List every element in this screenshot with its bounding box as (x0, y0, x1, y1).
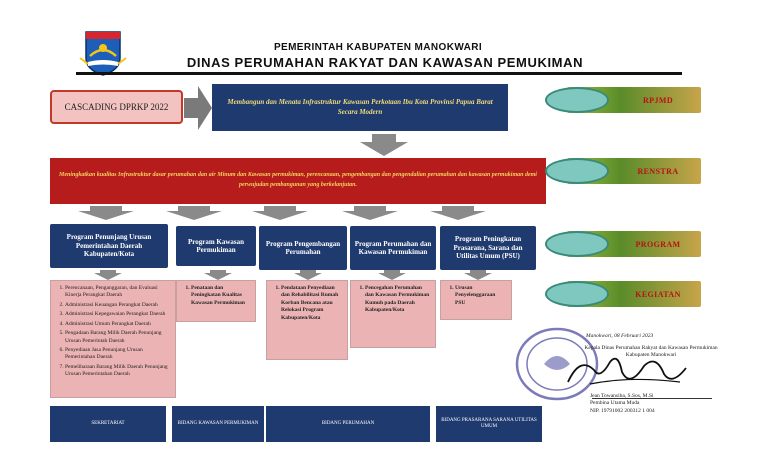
header-line-2: DINAS PERUMAHAN RAKYAT DAN KAWASAN PEMUKIMAN (186, 55, 584, 70)
label-renstra: RENSTRA (545, 158, 701, 184)
signature-date: Manokwari, 08 Februari 2023 (586, 333, 654, 339)
unit-sekretariat: SEKRETARIAT (50, 406, 166, 442)
kegiatan-item: 6. Penyediaan Jasa Penunjang Urusan Pemerintahan Daerah (65, 347, 171, 362)
kegiatan-item: 7. Pemeliharaan Barang Milik Daerah Penunjang Urusan Pemerintahan Daerah (65, 364, 171, 379)
manokwari-logo (78, 30, 128, 76)
cascading-label: CASCADING DPRKP 2022 (50, 90, 183, 124)
unit-psu: BIDANG PRASARANA SARANA UTILITAS UMUM (436, 406, 542, 442)
kegiatan-psu (440, 280, 512, 320)
signature-title-line2: Kabupaten Manokwari (625, 352, 677, 359)
visi-box: Membangun dan Menata Infrastruktur Kawasan Perkotaan Ibu Kota Provinsi Papua Barat Secara Modern (212, 84, 508, 131)
kegiatan-pengembangan (266, 280, 348, 360)
signature-title-line1: Kepala Dinas Perumahan Rakyat dan Kawasan Permukiman (584, 345, 718, 351)
header-divider (76, 72, 682, 75)
kegiatan-item: 1. Urusan Penyelenggaraan PSU (455, 285, 507, 307)
arrow-down-icon (360, 134, 408, 156)
program-pengembangan: Program Pengembangan Perumahan (259, 226, 347, 270)
signature-rank: Pembina Utama Muda (590, 400, 640, 407)
kegiatan-item: 1. Penataan dan Peningkatan Kualitas Kawasan Permukiman (191, 285, 251, 307)
program-kawasan: Program Kawasan Permukiman (176, 226, 256, 266)
signature-title (556, 345, 746, 359)
label-kegiatan: KEGIATAN (545, 281, 701, 307)
program-perumahan: Program Perumahan dan Kawasan Permukiman (350, 226, 436, 270)
kegiatan-perumahan (350, 280, 436, 348)
kegiatan-item: 1. Perencanaan, Penganggaran, dan Evaluasi Kinerja Perangkat Daerah (65, 285, 171, 300)
kegiatan-sekretariat (50, 280, 176, 398)
label-program: PROGRAM (545, 231, 701, 257)
unit-perumahan: BIDANG PERUMAHAN (266, 406, 430, 442)
kegiatan-item: 5. Pengadaan Barang Milik Daerah Penunjang Urusan Pemerintah Daerah (65, 330, 171, 345)
unit-kawasan: BIDANG KAWASAN PERMUKIMAN (172, 406, 264, 442)
kegiatan-item: 3. Administrasi Kepegawaian Perangkat Daerah (65, 311, 171, 318)
signature-name: Jean Towansiba, S.Sos, M.Si (590, 393, 654, 399)
label-rpjmd: RPJMD (545, 87, 701, 113)
kegiatan-kawasan (176, 280, 256, 322)
kegiatan-item: 2. Administrasi Keuangan Perangkat Daerah (65, 302, 171, 309)
signature-name-block (590, 393, 740, 415)
program-arrows (50, 206, 546, 220)
kegiatan-arrows (50, 270, 546, 280)
signature-nip: NIP. 19791002 200312 1 004 (590, 407, 655, 414)
header-line-1: PEMERINTAH KABUPATEN MANOKWARI (273, 42, 483, 53)
program-psu: Program Peningkatan Prasarana, Sarana dan Utilitas Umum (PSU) (440, 226, 536, 270)
kegiatan-item: 1. Pendataan Penyediaan dan Rehabilitasi Rumah Korban Bencana atau Relokasi Program Kabupaten/Kota (281, 285, 343, 322)
misi-box: Meningkatkan kualitas Infrastruktur dasar perumahan dan air Minum dan Kawasan permukiman, perencanaan, pengembangan dan pengendalian perumahan dan kawasan permukiman demi perwujudan pembangunan yang berkelanjutan. (50, 158, 546, 204)
kegiatan-item: 1. Pencegahan Perumahan dan Kawasan Permukiman Kumuh pada Daerah Kabupaten/Kota (365, 285, 431, 315)
kegiatan-item: 4. Administrasi Umum Perangkat Daerah (65, 321, 171, 328)
program-penunjang: Program Penunjang Urusan Pemerintahan Daerah Kabupaten/Kota (50, 224, 168, 268)
arrow-right-icon (184, 86, 212, 130)
